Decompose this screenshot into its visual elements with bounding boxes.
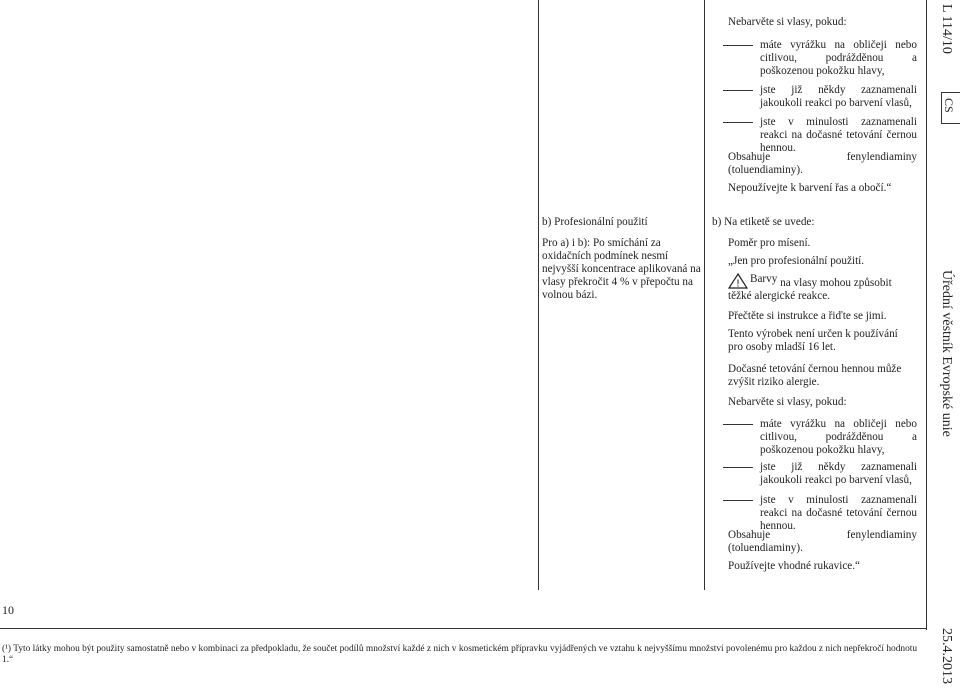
column-divider-left	[538, 0, 539, 590]
mix-ratio: Poměr pro mísení.	[728, 237, 811, 249]
publication-date: 25.4.2013	[939, 628, 954, 684]
footnote-marker: (¹)	[2, 644, 12, 654]
right-bottom-heading: b) Na etiketě se uvede:	[712, 216, 815, 228]
gloves-note: Používejte vhodné rukavice.“	[728, 560, 861, 572]
svg-text:!: !	[735, 278, 741, 289]
warning-triangle-icon	[728, 273, 748, 287]
right-top-item-3: jste v minulosti zaznamenali reakci na dočasné tetování černou hennou.	[760, 116, 917, 154]
right-bottom-intro: Nebarvěte si vlasy, pokud:	[728, 396, 847, 408]
column-divider-right	[926, 0, 927, 630]
journal-ref: L 114/10	[939, 4, 954, 54]
journal-title: Úřední věstník Evropské unie	[939, 270, 954, 437]
right-top-intro: Nebarvěte si vlasy, pokud:	[728, 16, 847, 28]
footnote	[2, 644, 918, 666]
right-top-closing: Nepoužívejte k barvení řas a obočí.“	[728, 182, 892, 194]
right-bottom-item-3: jste v minulosti zaznamenali reakci na dočasné tetování černou hennou.	[760, 494, 917, 532]
right-top-item-1: máte vyrážku na obličeji nebo citlivou, podrážděnou a poškozenou pokožku hlavy,	[760, 39, 917, 77]
warning-line	[728, 273, 918, 303]
page-number: 10	[2, 603, 14, 617]
right-bottom-item-1: máte vyrážku na obličeji nebo citlivou, podrážděnou a poškozenou pokožku hlavy,	[760, 418, 917, 456]
henna-warning: Dočasné tetování černou hennou může zvýšit riziko alergie.	[728, 363, 902, 388]
read-instructions: Přečtěte si instrukce a řiďte se jimi.	[728, 310, 887, 322]
right-top-contains: Obsahuje fenylendiaminy (toluendiaminy).	[728, 151, 917, 176]
age-warning: Tento výrobek není určen k používání pro osoby mladší 16 let.	[728, 328, 898, 353]
warning-word: Barvy	[750, 273, 778, 285]
footer-rule	[0, 628, 926, 629]
professional-use: „Jen pro profesionální použití.	[728, 255, 865, 267]
footnote-text: Tyto látky mohou být použity samostatně nebo v kombinaci za předpokladu, že součet podílů množství každé z nich v kosmetickém přípravku vyjádřených ve vztahu k nejvyššímu množství povolenému pro každou z nich nepřekročí hodnotu 1.“	[2, 644, 918, 665]
column-divider-middle	[704, 0, 705, 590]
right-bottom-item-2: jste již někdy zaznamenali jakoukoli reakci po barvení vlasů,	[760, 461, 917, 486]
language-code: CS	[942, 98, 956, 113]
right-top-item-2: jste již někdy zaznamenali jakoukoli reakci po barvení vlasů,	[760, 84, 917, 109]
warning-rest: na vlasy mohou způsobit těžké alergické reakce.	[728, 277, 892, 302]
middle-body: Pro a) i b): Po smíchání za oxidačních podmínek nesmí nejvyšší koncentrace aplikovaná na vlasy překročit 4 % v přepočtu na volnou bázi.	[542, 237, 701, 301]
middle-heading: b) Profesionální použití	[542, 216, 648, 228]
right-bottom-contains: Obsahuje fenylendiaminy (toluendiaminy).	[728, 529, 917, 554]
